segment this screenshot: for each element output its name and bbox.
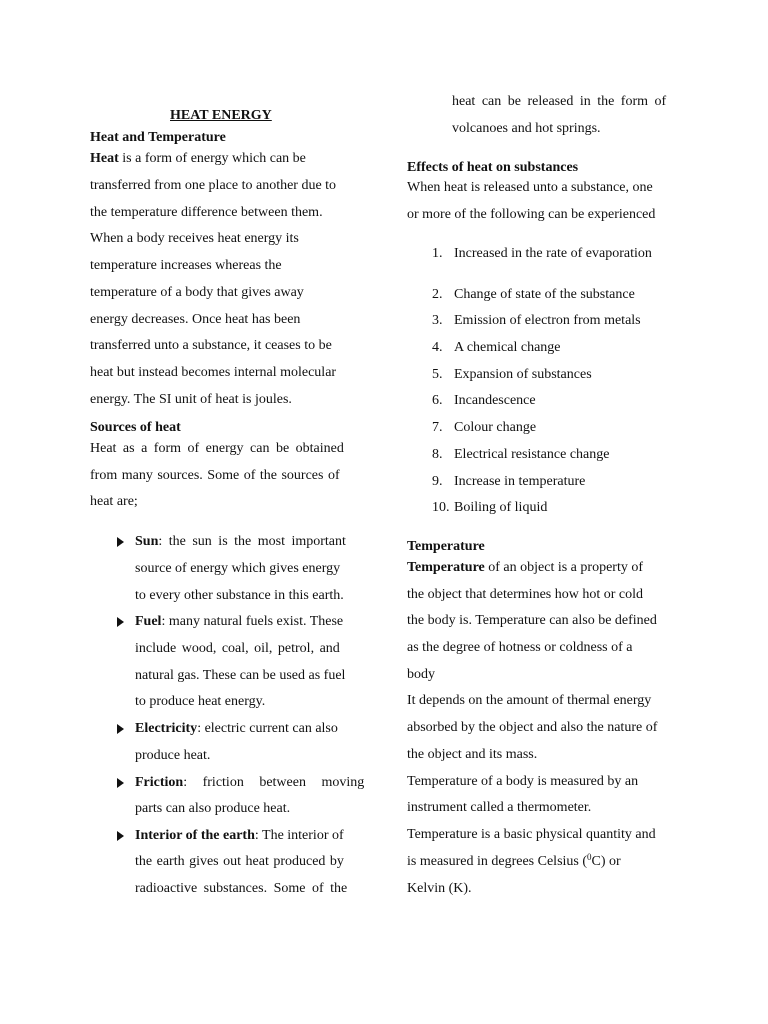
paragraph-line (90, 440, 362, 457)
paragraph-line: energy. The SI unit of heat is joules. (90, 392, 292, 407)
section-heading-temperature: Temperature (407, 539, 485, 554)
text: of an object is a property of (484, 560, 643, 575)
paragraph-line (90, 467, 362, 484)
paragraph-line: heat are; (90, 494, 138, 509)
text: Increased in the rate of evaporation (454, 246, 652, 261)
paragraph-line: heat but instead becomes internal molecular (90, 365, 337, 380)
arrow-bullet-icon (117, 617, 124, 627)
text: Boiling of liquid (454, 500, 548, 515)
text: : the sun is the most important (158, 534, 346, 549)
paragraph-line: When a body receives heat energy its (90, 231, 299, 246)
list-item: 8. Electrical resistance change (432, 447, 610, 462)
term-temperature: Temperature (407, 560, 485, 575)
paragraph-line: the body is. Temperature can also be defined (407, 613, 657, 628)
paragraph-line (135, 533, 362, 550)
text: Emission of electron from metals (454, 313, 641, 328)
paragraph-line: temperature of a body that gives away (90, 285, 304, 300)
paragraph-line: natural gas. These can be used as fuel (135, 668, 346, 683)
text: : electric current can also (197, 721, 338, 736)
text: Heat as a form of energy can be obtained (90, 441, 344, 456)
list-item: 4. A chemical change (432, 340, 561, 355)
paragraph-line: temperature increases whereas the (90, 258, 282, 273)
list-item: 1. Increased in the rate of evaporation (432, 246, 652, 261)
paragraph-line: radioactive substances. Some of the (135, 881, 348, 896)
bullet-term: Friction (135, 775, 184, 790)
paragraph-line (135, 774, 364, 791)
list-item: 6. Incandescence (432, 393, 536, 408)
arrow-bullet-icon (117, 831, 124, 841)
paragraph-line: absorbed by the object and also the nature of (407, 720, 658, 735)
paragraph-line: the earth gives out heat produced by (135, 854, 344, 869)
text: : The interior of (254, 828, 344, 843)
paragraph-line: to produce heat energy. (135, 694, 266, 709)
text: C) or (591, 854, 621, 869)
section-heading-effects-of-heat: Effects of heat on substances (407, 160, 579, 175)
arrow-bullet-icon (117, 724, 124, 734)
paragraph-line (407, 559, 643, 576)
text: Expansion of substances (454, 367, 592, 382)
list-item: 5. Expansion of substances (432, 367, 592, 382)
paragraph-line: It depends on the amount of thermal energy (407, 693, 652, 708)
paragraph-line: the object and its mass. (407, 747, 538, 762)
text: : many natural fuels exist. These (161, 614, 344, 629)
paragraph-line (135, 827, 344, 844)
bullet-term: Electricity (135, 721, 198, 736)
paragraph-line: volcanoes and hot springs. (452, 121, 601, 136)
list-item: 3. Emission of electron from metals (432, 313, 641, 328)
paragraph-line: the temperature difference between them. (90, 205, 323, 220)
paragraph-line: body (407, 667, 435, 682)
text: Incandescence (454, 393, 536, 408)
text: is measured in degrees Celsius ( (407, 854, 588, 869)
page-title: HEAT ENERGY (170, 108, 272, 123)
text: Change of state of the substance (454, 287, 635, 302)
paragraph-line: or more of the following can be experienced (407, 207, 656, 222)
paragraph-line (135, 613, 343, 630)
text: : friction between moving (183, 775, 365, 790)
paragraph-line (407, 853, 621, 870)
paragraph-line: Temperature of a body is measured by an (407, 774, 639, 789)
paragraph-line: Temperature is a basic physical quantity and (407, 827, 656, 842)
list-item: 7. Colour change (432, 420, 537, 435)
paragraph-line: parts can also produce heat. (135, 801, 291, 816)
paragraph-line: produce heat. (135, 748, 211, 763)
list-item: 9. Increase in temperature (432, 474, 586, 489)
paragraph-line: When heat is released unto a substance, one (407, 180, 653, 195)
term-heat: Heat (90, 151, 119, 166)
text: Electrical resistance change (454, 447, 610, 462)
section-heading-sources-of-heat: Sources of heat (90, 420, 181, 435)
degree-superscript: 0 (587, 852, 592, 862)
paragraph-line: source of energy which gives energy (135, 561, 341, 576)
text: Colour change (454, 420, 537, 435)
paragraph-line: transferred unto a substance, it ceases to be (90, 338, 332, 353)
paragraph-line: as the degree of hotness or coldness of a (407, 640, 633, 655)
section-heading-heat-and-temperature: Heat and Temperature (90, 130, 226, 145)
paragraph-line: heat can be released in the form of (452, 94, 667, 109)
paragraph-line: the object that determines how hot or cold (407, 587, 643, 602)
text: Increase in temperature (454, 474, 586, 489)
paragraph-line: instrument called a thermometer. (407, 800, 592, 815)
text: A chemical change (454, 340, 561, 355)
list-item: 10. Boiling of liquid (432, 500, 548, 515)
bullet-term: Interior of the earth (135, 828, 255, 843)
paragraph-line (90, 150, 306, 167)
bullet-term: Sun (135, 534, 159, 549)
paragraph-line: energy decreases. Once heat has been (90, 312, 301, 327)
arrow-bullet-icon (117, 778, 124, 788)
list-item: 2. Change of state of the substance (432, 287, 635, 302)
bullet-term: Fuel (135, 614, 162, 629)
text: from many sources. Some of the sources of (90, 468, 340, 483)
paragraph-line: include wood, coal, oil, petrol, and (135, 641, 340, 656)
paragraph-line (135, 720, 338, 737)
arrow-bullet-icon (117, 537, 124, 547)
text: is a form of energy which can be (118, 151, 306, 166)
paragraph-line: to every other substance in this earth. (135, 588, 344, 603)
paragraph-line: transferred from one place to another due to (90, 178, 337, 193)
paragraph-line: Kelvin (K). (407, 881, 472, 896)
